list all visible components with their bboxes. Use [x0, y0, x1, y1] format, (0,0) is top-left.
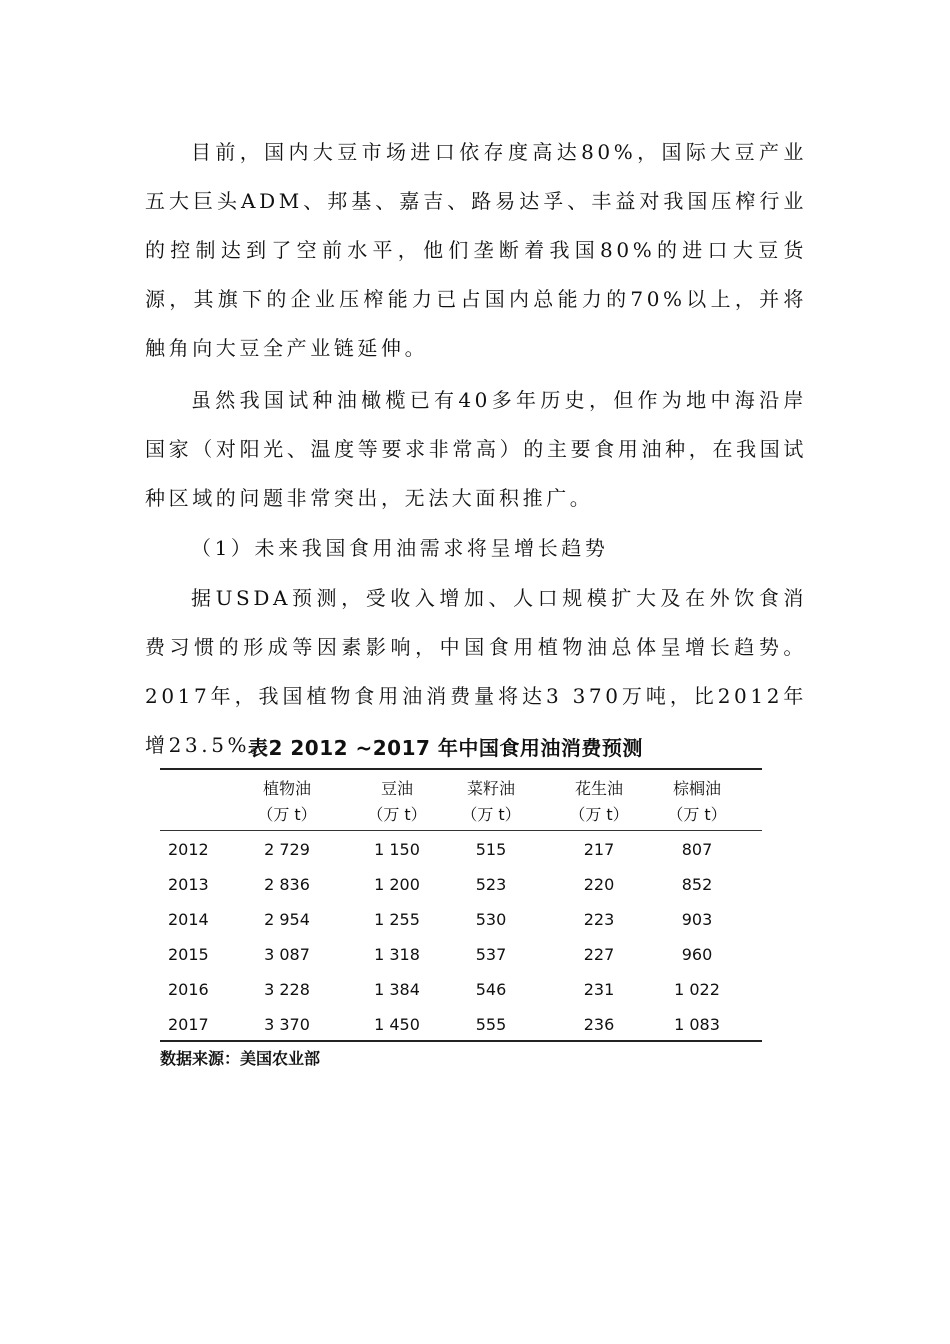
table-top-rule: [160, 768, 762, 770]
value-cell: 523: [475, 875, 507, 894]
value-cell: 2 954: [264, 910, 310, 929]
header-name: 豆油: [380, 779, 413, 798]
section-heading: （1）未来我国食用油需求将呈增长趋势: [191, 536, 609, 560]
table-row: [160, 937, 762, 972]
value-cell: 231: [583, 980, 615, 999]
table-row: [160, 972, 762, 1007]
value-cell: 807: [681, 840, 713, 859]
value-cell: 217: [583, 840, 615, 859]
paragraph-soybean-import: 目前，国内大豆市场进口依存度高达80%，国际大豆产业五大巨头ADM、邦基、嘉吉、路易达孚、丰益对我国压榨行业的控制达到了空前水平，他们垄断着我国80%的进口大豆货源，其旗下的企业压榨能力已占国内总能力的70%以上，并将触角向大豆全产业链延伸。: [145, 140, 807, 360]
year-cell: 2017: [168, 1015, 209, 1034]
value-cell: 1 318: [374, 945, 420, 964]
value-cell: 236: [583, 1015, 615, 1034]
table-row: [160, 1007, 762, 1042]
year-cell: 2012: [168, 840, 209, 859]
value-cell: 537: [475, 945, 507, 964]
value-cell: 903: [681, 910, 713, 929]
header-unit: （万 t）: [667, 805, 727, 824]
value-cell: 960: [681, 945, 713, 964]
value-cell: 546: [475, 980, 507, 999]
table-header-rule: [160, 830, 762, 831]
header-unit: （万 t）: [367, 805, 427, 824]
value-cell: 1 255: [374, 910, 420, 929]
value-cell: 223: [583, 910, 615, 929]
value-cell: 220: [583, 875, 615, 894]
header-rapeseed-oil: [446, 776, 536, 828]
table-title: 表2 2012 ~2017 年中国食用油消费预测: [248, 736, 643, 760]
header-name: 棕榈油: [672, 779, 721, 798]
value-cell: 2 729: [264, 840, 310, 859]
value-cell: 515: [475, 840, 507, 859]
paragraph-olive-trial: 虽然我国试种油橄榄已有40多年历史，但作为地中海沿岸国家（对阳光、温度等要求非常高）的主要食用油种，在我国试种区域的问题非常突出，无法大面积推广。: [145, 388, 807, 510]
value-cell: 1 200: [374, 875, 420, 894]
header-palm-oil: [652, 776, 742, 828]
value-cell: 227: [583, 945, 615, 964]
year-cell: 2013: [168, 875, 209, 894]
header-soybean-oil: [352, 776, 442, 828]
header-name: 植物油: [262, 779, 311, 798]
value-cell: 2 836: [264, 875, 310, 894]
value-cell: 3 228: [264, 980, 310, 999]
table-source-note: 数据来源：美国农业部: [160, 1049, 321, 1068]
value-cell: 1 083: [674, 1015, 720, 1034]
table-row: [160, 902, 762, 937]
value-cell: 852: [681, 875, 713, 894]
value-cell: 1 150: [374, 840, 420, 859]
header-name: 花生油: [574, 779, 623, 798]
value-cell: 3 087: [264, 945, 310, 964]
header-peanut-oil: [554, 776, 644, 828]
year-cell: 2014: [168, 910, 209, 929]
value-cell: 1 450: [374, 1015, 420, 1034]
header-unit: （万 t）: [569, 805, 629, 824]
header-vegetable-oil: [242, 776, 332, 828]
header-unit: （万 t）: [257, 805, 317, 824]
value-cell: 530: [475, 910, 507, 929]
value-cell: 1 022: [674, 980, 720, 999]
table-row: [160, 867, 762, 902]
header-name: 菜籽油: [466, 779, 515, 798]
header-unit: （万 t）: [461, 805, 521, 824]
value-cell: 555: [475, 1015, 507, 1034]
year-cell: 2015: [168, 945, 209, 964]
paragraph-usda-forecast: 据USDA预测，受收入增加、人口规模扩大及在外饮食消费习惯的形成等因素影响，中国食用植物油总体呈增长趋势。2017年，我国植物食用油消费量将达3 370万吨，比2012年增23.5%。: [145, 586, 807, 757]
value-cell: 3 370: [264, 1015, 310, 1034]
table-bottom-rule: [160, 1040, 762, 1042]
year-cell: 2016: [168, 980, 209, 999]
value-cell: 1 384: [374, 980, 420, 999]
table-row: [160, 832, 762, 867]
